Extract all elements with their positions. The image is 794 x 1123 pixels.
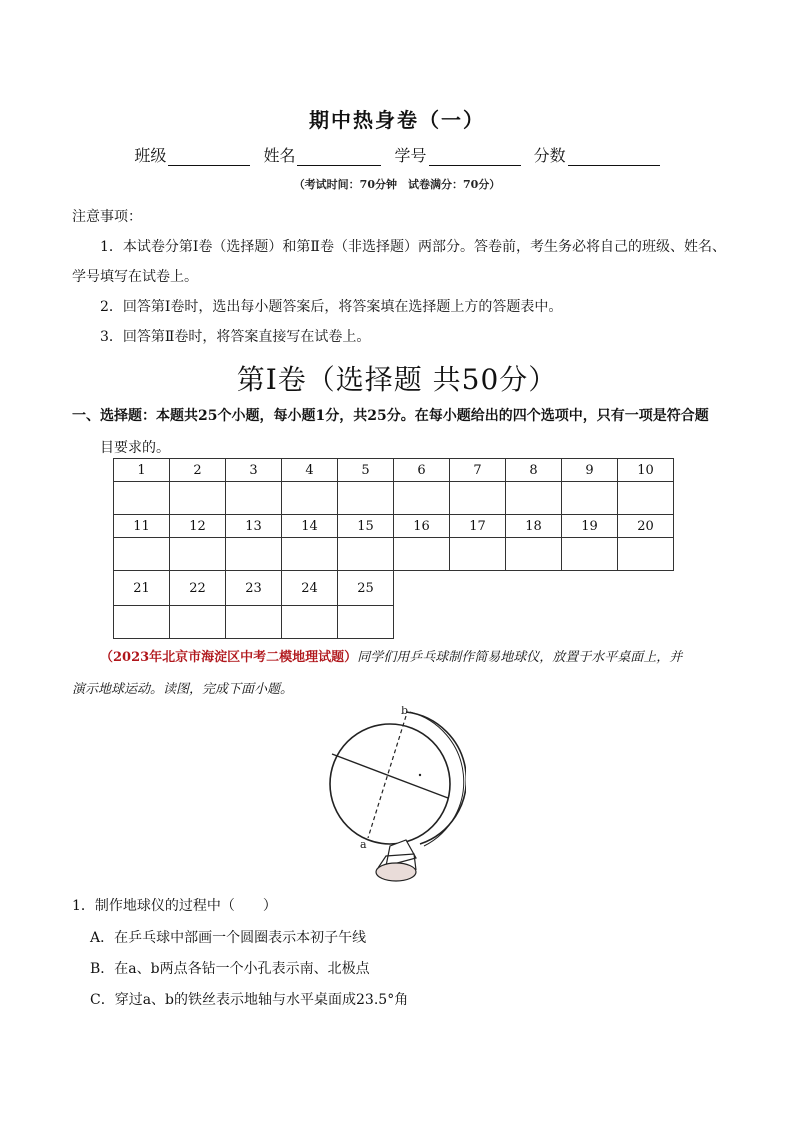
score-blank[interactable] — [568, 149, 660, 166]
answer-number: 23 — [226, 571, 282, 606]
globe-dot — [419, 774, 421, 776]
notice-item-1: 1．本试卷分第Ⅰ卷（选择题）和第Ⅱ卷（非选择题）两部分。答卷前，考生务必将自己的班级、姓名、 — [100, 239, 726, 255]
answer-cell[interactable] — [394, 482, 450, 515]
source-line2: 演示地球运动。读图，完成下面小题。 — [72, 682, 294, 697]
answer-table — [113, 458, 674, 639]
answer-cell[interactable] — [338, 606, 394, 639]
answer-number: 2 — [170, 459, 226, 482]
answer-cell[interactable] — [618, 482, 674, 515]
answer-number: 3 — [226, 459, 282, 482]
table-empty — [450, 571, 506, 606]
meridian-arc-outer — [410, 712, 464, 846]
answer-number: 20 — [618, 515, 674, 538]
page-title: 期中热身卷（一） — [309, 108, 485, 132]
class-label: 班级 — [134, 146, 167, 165]
answer-number: 14 — [282, 515, 338, 538]
answer-number: 13 — [226, 515, 282, 538]
equator-line — [332, 754, 448, 798]
answer-number: 9 — [562, 459, 618, 482]
section-desc-line2: 目要求的。 — [100, 440, 170, 456]
id-field — [395, 143, 521, 166]
table-empty — [618, 571, 674, 606]
answer-cell[interactable] — [282, 538, 338, 571]
answer-number-row-3 — [114, 571, 674, 606]
answer-number: 25 — [338, 571, 394, 606]
section-desc-bold: 四个选项中 — [512, 408, 583, 424]
class-blank[interactable] — [168, 149, 250, 166]
answer-cell[interactable] — [282, 482, 338, 515]
answer-number: 22 — [170, 571, 226, 606]
score-label: 分数 — [533, 146, 566, 165]
answer-number: 24 — [282, 571, 338, 606]
name-blank[interactable] — [297, 149, 381, 166]
notice-item-1-cont: 学号填写在试卷上。 — [72, 269, 198, 285]
table-empty — [450, 606, 506, 639]
notice-heading: 注意事项： — [72, 209, 142, 225]
answer-cell[interactable] — [394, 538, 450, 571]
id-blank[interactable] — [429, 149, 521, 166]
globe-figure — [326, 706, 466, 886]
answer-cell[interactable] — [338, 482, 394, 515]
answer-number: 19 — [562, 515, 618, 538]
table-empty — [506, 571, 562, 606]
answer-number: 17 — [450, 515, 506, 538]
answer-cell[interactable] — [170, 482, 226, 515]
question-1-stem: 1．制作地球仪的过程中（ ） — [72, 898, 277, 914]
answer-cell[interactable] — [114, 606, 170, 639]
notice-list — [72, 232, 732, 352]
answer-cell[interactable] — [506, 538, 562, 571]
section-description — [72, 400, 732, 464]
answer-cell[interactable] — [170, 538, 226, 571]
stand-base — [376, 863, 416, 881]
answer-number: 12 — [170, 515, 226, 538]
table-empty — [562, 606, 618, 639]
notice-item-2: 2．回答第Ⅰ卷时，选出每小题答案后，将答案填在选择题上方的答题表中。 — [100, 299, 563, 315]
meridian-arc — [406, 712, 466, 844]
answer-number: 1 — [114, 459, 170, 482]
question-1-option-c[interactable]: C．穿过a、b的铁丝表示地轴与水平桌面成23.5°角 — [90, 992, 409, 1008]
section-title: 第Ⅰ卷（选择题 共50分） — [236, 363, 558, 396]
exam-time-note: （考试时间：70分钟 试卷满分：70分） — [293, 178, 501, 191]
answer-cell[interactable] — [226, 482, 282, 515]
answer-cell[interactable] — [114, 482, 170, 515]
source-text: 同学们用乒乓球制作简易地球仪，放置于水平桌面上，并 — [357, 650, 683, 665]
source-tag: （2023年北京市海淀区中考二模地理试题） — [100, 650, 358, 665]
table-empty — [562, 571, 618, 606]
student-info-line — [0, 143, 794, 166]
answer-blank-row-2 — [114, 538, 674, 571]
answer-number: 10 — [618, 459, 674, 482]
answer-number-row-1 — [114, 459, 674, 482]
answer-cell[interactable] — [562, 482, 618, 515]
globe-sphere — [330, 724, 450, 844]
notice-item-3: 3．回答第Ⅱ卷时，将答案直接写在试卷上。 — [100, 329, 371, 345]
label-a: a — [360, 838, 367, 851]
answer-number: 16 — [394, 515, 450, 538]
answer-cell[interactable] — [506, 482, 562, 515]
name-field — [263, 143, 381, 166]
question-1-option-a[interactable]: A．在乒乓球中部画一个圆圈表示本初子午线 — [90, 930, 367, 946]
answer-blank-row-3 — [114, 606, 674, 639]
answer-cell[interactable] — [226, 606, 282, 639]
answer-cell[interactable] — [114, 538, 170, 571]
section-desc-line1 — [72, 400, 732, 432]
question-1-option-b[interactable]: B．在a、b两点各钻一个小孔表示南、北极点 — [90, 961, 370, 977]
answer-number: 8 — [506, 459, 562, 482]
section-desc-body: 本题共25个小题，每小题1分，共25分。在每小题给出的 — [156, 408, 513, 424]
answer-blank-row-1 — [114, 482, 674, 515]
answer-cell[interactable] — [450, 538, 506, 571]
answer-number-row-2 — [114, 515, 674, 538]
answer-cell[interactable] — [618, 538, 674, 571]
answer-number: 5 — [338, 459, 394, 482]
answer-number: 6 — [394, 459, 450, 482]
section-desc-lead: 一、选择题： — [72, 408, 156, 424]
class-field — [134, 143, 250, 166]
section-desc-tail: ，只有一项是符合题 — [582, 408, 709, 424]
label-b: b — [401, 706, 409, 717]
answer-number: 11 — [114, 515, 170, 538]
answer-number: 18 — [506, 515, 562, 538]
answer-number: 4 — [282, 459, 338, 482]
answer-cell[interactable] — [170, 606, 226, 639]
name-label: 姓名 — [263, 146, 296, 165]
axis-dashed — [368, 716, 406, 838]
answer-cell[interactable] — [282, 606, 338, 639]
answer-number: 21 — [114, 571, 170, 606]
id-label: 学号 — [394, 146, 427, 165]
answer-cell[interactable] — [450, 482, 506, 515]
table-empty — [618, 606, 674, 639]
answer-cell[interactable] — [226, 538, 282, 571]
answer-number: 15 — [338, 515, 394, 538]
table-empty — [506, 606, 562, 639]
table-empty — [394, 571, 450, 606]
question-source — [72, 642, 732, 706]
answer-number: 7 — [450, 459, 506, 482]
answer-cell[interactable] — [338, 538, 394, 571]
table-empty — [394, 606, 450, 639]
answer-cell[interactable] — [562, 538, 618, 571]
score-field — [534, 143, 660, 166]
